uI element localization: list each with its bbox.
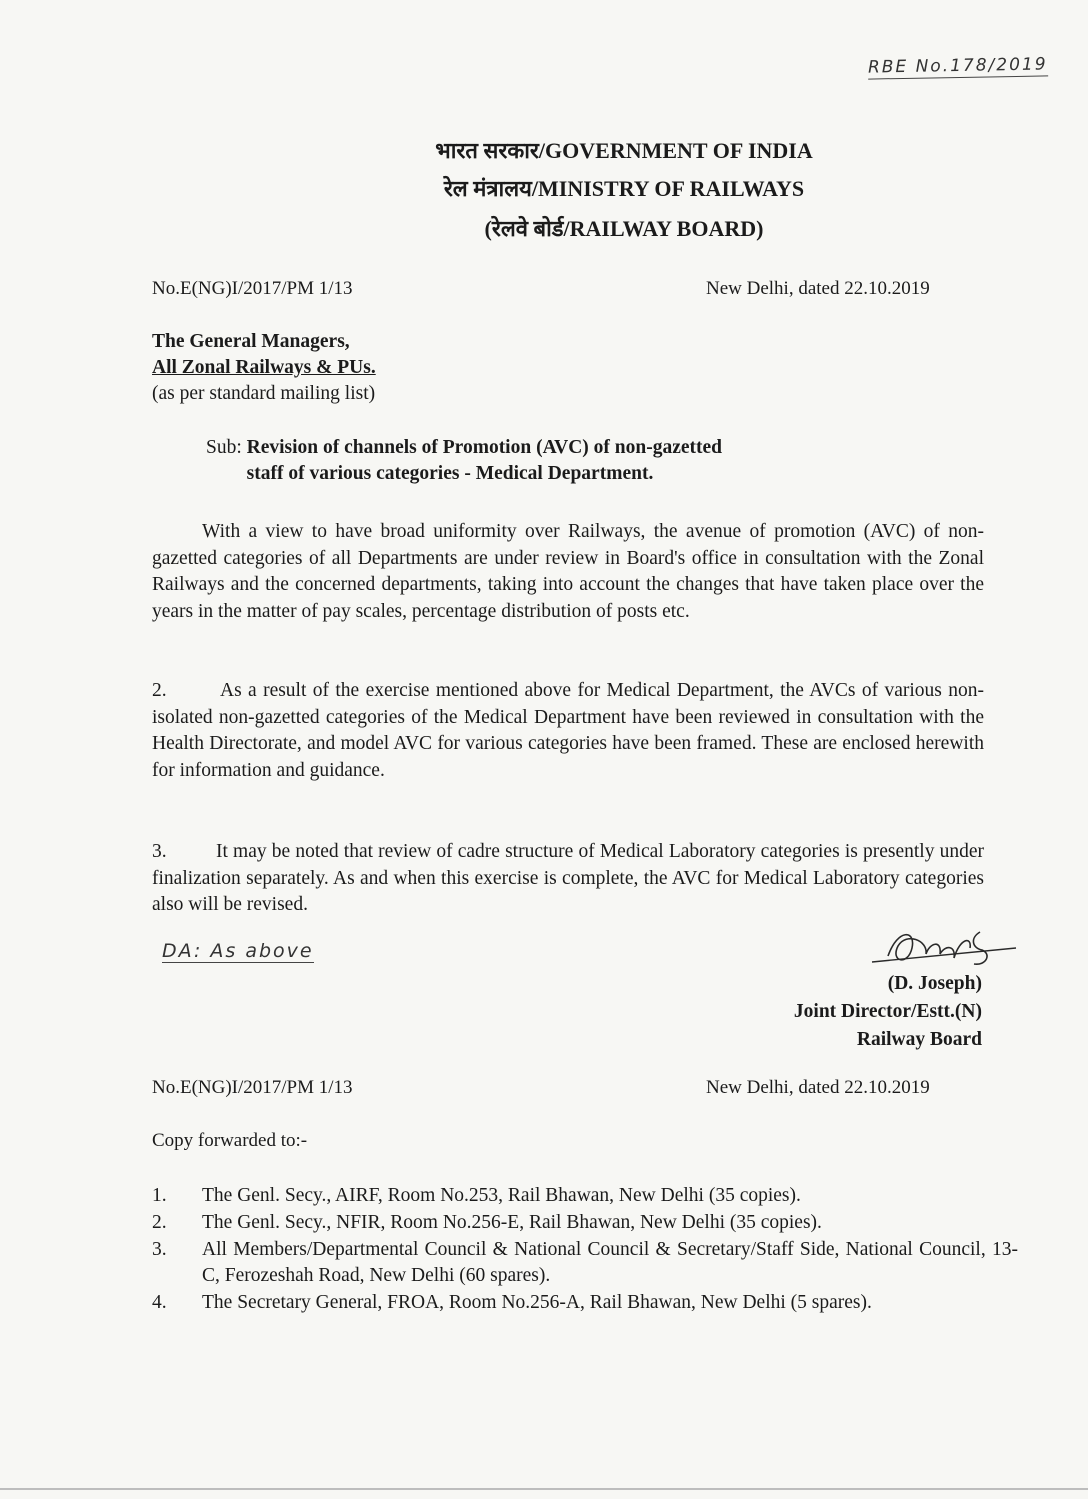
letter-number: No.E(NG)I/2017/PM 1/13 — [152, 278, 353, 299]
list-item-number: 1. — [152, 1185, 167, 1206]
subject-line-1: Revision of channels of Promotion (AVC) of non-gazetted — [246, 437, 723, 458]
letter-date: New Delhi, dated 22.10.2019 — [706, 278, 930, 299]
list-item-text: The Secretary General, FROA, Room No.256-A, Rail Bhawan, New Delhi (5 spares). — [202, 1292, 872, 1313]
addressee-line-1: The General Managers, — [152, 331, 350, 352]
enclosure-note: DA: As above — [162, 940, 314, 962]
paragraph-3-text: It may be noted that review of cadre structure of Medical Laboratory categories is presently under finalization separately. As and when this exercise is complete, the AVC for Medical Laboratory categories also will be revised. — [152, 841, 984, 915]
copy-forwarded-list — [152, 1183, 1018, 1317]
copy-forwarded-label: Copy forwarded to:- — [152, 1130, 308, 1151]
paragraph-2 — [152, 678, 984, 784]
list-item-number: 2. — [152, 1212, 167, 1233]
paragraph-2-text: As a result of the exercise mentioned above for Medical Department, the AVCs of various non-isolated non-gazetted categories of the Medical Department have been reviewed in consultation with the Health Directorate, and model AVC for various categories have been framed. These are enclosed herewith for information and guidance. — [152, 680, 984, 781]
paragraph-3-number: 3. — [152, 841, 167, 862]
signatory-designation: Joint Director/Estt.(N) — [793, 1001, 982, 1022]
list-item-text: All Members/Departmental Council & National Council & Secretary/Staff Side, National Council, 13-C, Ferozeshah Road, New Delhi (60 spares). — [202, 1239, 1018, 1286]
handwritten-reference-note: RBE No.178/2019 — [867, 54, 1048, 78]
header-government: भारत सरकार/GOVERNMENT OF INDIA — [435, 138, 813, 163]
signatory-name: (D. Joseph) — [887, 973, 982, 994]
scan-edge-line — [0, 1488, 1088, 1490]
copy-letter-date: New Delhi, dated 22.10.2019 — [706, 1077, 930, 1098]
signature-scribble — [868, 918, 1018, 978]
list-item-number: 4. — [152, 1292, 167, 1313]
list-item-text: The Genl. Secy., AIRF, Room No.253, Rail Bhawan, New Delhi (35 copies). — [202, 1185, 801, 1206]
subject-text — [247, 435, 722, 487]
subject-label: Sub: — [206, 437, 242, 458]
list-item — [152, 1290, 1018, 1316]
list-item — [152, 1183, 1018, 1209]
paragraph-3 — [152, 839, 984, 919]
addressee-line-3: (as per standard mailing list) — [152, 383, 376, 404]
header-board: (रेलवे बोर्ड/RAILWAY BOARD) — [484, 216, 764, 241]
header-ministry: रेल मंत्रालय/MINISTRY OF RAILWAYS — [443, 176, 805, 201]
addressee-block — [152, 329, 376, 407]
signatory-office: Railway Board — [856, 1029, 982, 1050]
list-item-text: The Genl. Secy., NFIR, Room No.256-E, Rail Bhawan, New Delhi (35 copies). — [202, 1212, 822, 1233]
signature-block — [794, 970, 982, 1054]
list-item — [152, 1237, 1018, 1289]
subject-block — [206, 435, 722, 487]
subject-line-2: staff of various categories - Medical Department. — [246, 463, 654, 484]
copy-letter-number: No.E(NG)I/2017/PM 1/13 — [152, 1077, 353, 1098]
addressee-line-2: All Zonal Railways & PUs. — [152, 357, 376, 378]
list-item — [152, 1210, 1018, 1236]
paragraph-2-number: 2. — [152, 680, 167, 701]
paragraph-1: With a view to have broad uniformity over Railways, the avenue of promotion (AVC) of non-gazetted categories of all Departments are under review in Board's office in consultation with the Zonal Railways and the concerned departments, taking into account the changes that have taken place over the years in the matter of pay scales, percentage distribution of posts etc. — [152, 521, 984, 622]
list-item-number: 3. — [152, 1239, 167, 1260]
